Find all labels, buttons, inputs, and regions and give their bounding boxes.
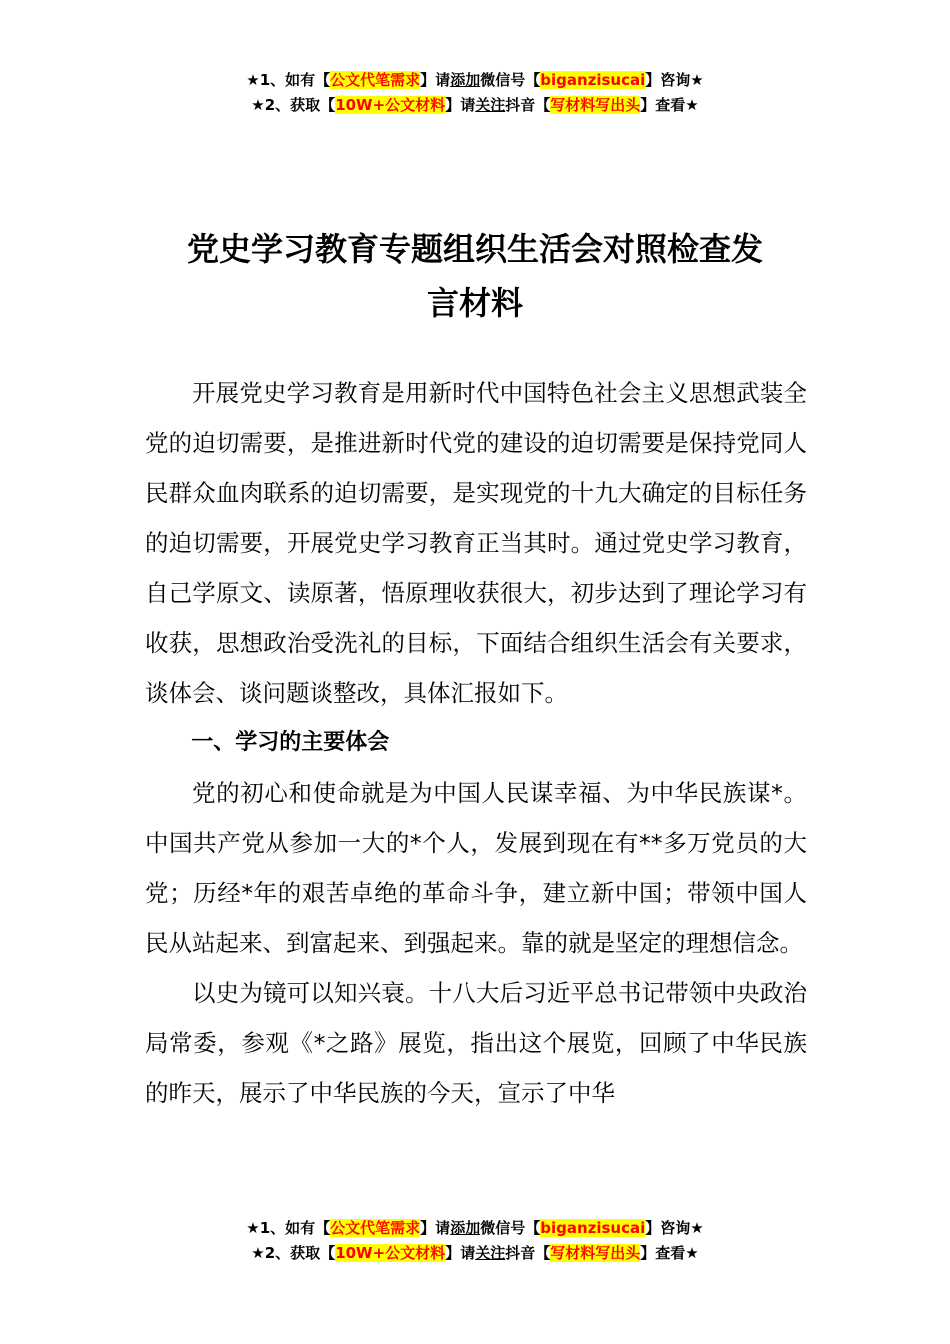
footer-highlight-wechat: biganzisucai (540, 1219, 646, 1237)
banner-highlight-wechat: biganzisucai (540, 71, 646, 89)
section-heading: 一、学习的主要体会 (191, 730, 390, 755)
title-line-1: 党史学习教育专题组织生活会对照检查发 (186, 230, 763, 268)
banner-highlight-service: 公文代笔需求 (330, 71, 421, 89)
banner-line-2: ★2、获取【10W+公文材料】请关注抖音【写材料写出头】查看★ (251, 96, 699, 114)
document-body (145, 368, 807, 1118)
footer-line-2: ★2、获取【10W+公文材料】请关注抖音【写材料写出头】查看★ (251, 1244, 699, 1262)
footer-highlight-douyin: 写材料写出头 (550, 1244, 641, 1262)
title-line-2: 言材料 (426, 284, 523, 322)
banner-highlight-materials: 10W+公文材料 (335, 96, 446, 114)
footer-highlight-materials: 10W+公文材料 (335, 1244, 446, 1262)
banner-highlight-douyin: 写材料写出头 (550, 96, 641, 114)
document-title (140, 222, 810, 330)
header-banner (0, 68, 950, 118)
footer-banner (0, 1216, 950, 1266)
banner-line-1: ★1、如有【公文代笔需求】请添加微信号【biganzisucai】咨询★ (246, 71, 704, 89)
paragraph-history: 以史为镜可以知兴衰。十八大后习近平总书记带领中央政治局常委，参观《*之路》展览，指出这个展览，回顾了中华民族的昨天，展示了中华民族的今天，宣示了中华 (145, 979, 807, 1107)
footer-line-1: ★1、如有【公文代笔需求】请添加微信号【biganzisucai】咨询★ (246, 1219, 704, 1237)
footer-highlight-service: 公文代笔需求 (330, 1219, 421, 1237)
paragraph-intro: 开展党史学习教育是用新时代中国特色社会主义思想武装全党的迫切需要，是推进新时代党的建设的迫切需要是保持党同人民群众血肉联系的迫切需要，是实现党的十九大确定的目标任务的迫切需要，开展党史学习教育正当其时。通过党史学习教育，自己学原文、读原著，悟原理收获很大，初步达到了理论学习有收获，思想政治受洗礼的目标，下面结合组织生活会有关要求，谈体会、谈问题谈整改，具体汇报如下。 (145, 379, 807, 707)
paragraph-mission: 党的初心和使命就是为中国人民谋幸福、为中华民族谋*。中国共产党从参加一大的*个人，发展到现在有**多万党员的大党；历经*年的艰苦卓绝的革命斗争，建立新中国；带领中国人民从站起来、到富起来、到强起来。靠的就是坚定的理想信念。 (145, 779, 807, 957)
